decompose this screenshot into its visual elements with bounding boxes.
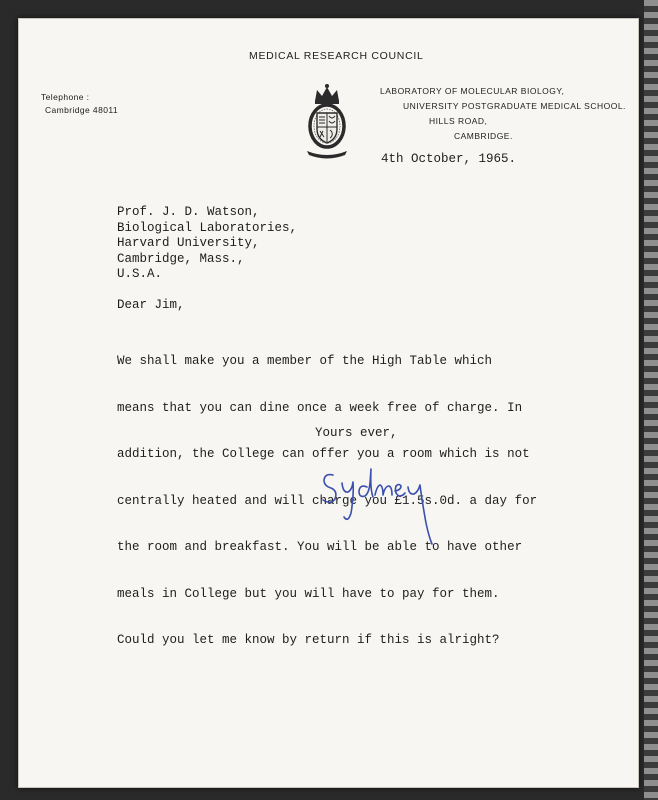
recipient-line: Prof. J. D. Watson,: [117, 205, 260, 219]
signature: [315, 453, 455, 545]
recipient-address: [117, 205, 297, 283]
royal-coat-of-arms-icon: [301, 81, 353, 161]
body-line: centrally heated and will charge you £1.5s.0d. a day for: [117, 493, 538, 508]
recipient-line: Harvard University,: [117, 236, 260, 250]
body-line: We shall make you a member of the High Table which: [117, 354, 493, 368]
address-line-laboratory: LABORATORY OF MOLECULAR BIOLOGY,: [380, 86, 565, 96]
letterhead-council: MEDICAL RESEARCH COUNCIL: [249, 50, 424, 62]
archive-scale-bar: [644, 0, 658, 800]
body-line: the room and breakfast. You will be able to have other: [117, 540, 523, 554]
closing: Yours ever,: [315, 426, 398, 440]
address-line-city: CAMBRIDGE.: [454, 131, 513, 141]
letter-date: 4th October, 1965.: [381, 152, 517, 166]
telephone-number: Cambridge 48011: [45, 105, 118, 115]
recipient-line: U.S.A.: [117, 267, 163, 281]
telephone-label: Telephone :: [41, 92, 90, 102]
body-line: means that you can dine once a week free of charge. In: [117, 400, 523, 415]
recipient-line: Biological Laboratories,: [117, 220, 298, 235]
body-line: addition, the College can offer you a room which is not: [117, 447, 530, 461]
salutation: Dear Jim,: [117, 298, 185, 312]
address-line-school: UNIVERSITY POSTGRADUATE MEDICAL SCHOOL.: [403, 101, 626, 111]
address-line-road: HILLS ROAD,: [429, 116, 488, 126]
letterhead-telephone: [41, 91, 118, 117]
recipient-line: Cambridge, Mass.,: [117, 251, 245, 266]
body-line: meals in College but you will have to pay for them.: [117, 586, 500, 601]
body-line: Could you let me know by return if this is alright?: [117, 633, 500, 647]
letter-page: [18, 18, 639, 788]
